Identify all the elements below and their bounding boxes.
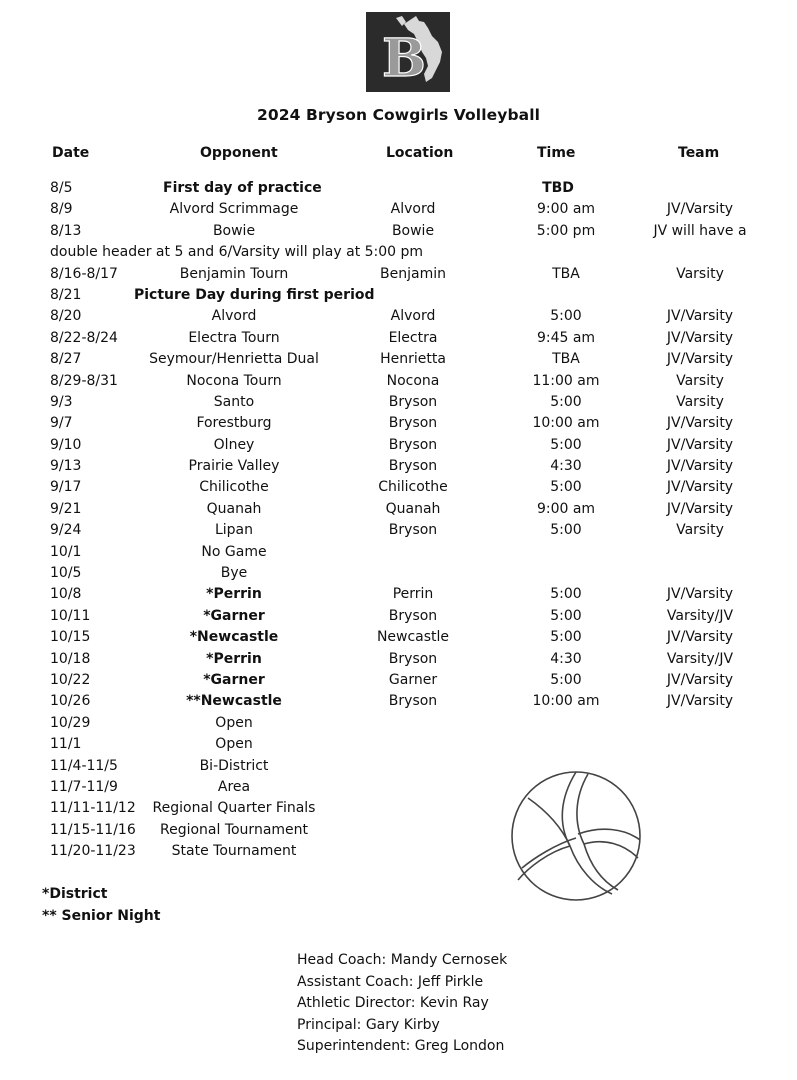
row-team: JV/Varsity (666, 458, 734, 475)
table-row (0, 627, 797, 648)
row-team: JV/Varsity (666, 201, 734, 218)
row-date: 11/11-11/12 (50, 800, 136, 817)
row-opponent: *Newcastle (189, 629, 279, 646)
row-date: 9/10 (50, 436, 82, 453)
row-opponent: State Tournament (171, 843, 297, 860)
row-opponent: Quanah (206, 500, 262, 517)
table-row (0, 820, 797, 841)
table-row (0, 584, 797, 605)
row-location: Bryson (388, 607, 438, 624)
row-opponent: Open (215, 736, 253, 753)
table-row (0, 477, 797, 498)
row-date: 8/13 (50, 222, 82, 239)
row-location: Chilicothe (378, 479, 448, 496)
table-row (0, 542, 797, 563)
table-row (0, 734, 797, 755)
row-date: 8/20 (50, 308, 82, 325)
row-location: Quanah (385, 500, 441, 517)
row-team: Varsity/JV (666, 650, 734, 667)
row-opponent: Alvord (211, 308, 257, 325)
table-row (0, 285, 797, 306)
row-location: Alvord (390, 201, 436, 218)
row-opponent: Open (215, 714, 253, 731)
row-opponent: Olney (213, 436, 255, 453)
row-location: Bryson (388, 458, 438, 475)
row-opponent: Seymour/Henrietta Dual (149, 351, 319, 368)
table-row (0, 691, 797, 712)
row-opponent: *Garner (203, 607, 265, 624)
table-row (0, 841, 797, 862)
row-date: 11/7-11/9 (50, 778, 118, 795)
row-team: JV/Varsity (666, 693, 734, 710)
table-row (0, 349, 797, 370)
row-team: JV/Varsity (666, 671, 734, 688)
bryson-logo (366, 12, 450, 92)
row-time: 5:00 (550, 479, 582, 496)
row-date: 8/5 (50, 180, 73, 196)
staff-superintendent: Superintendent: Greg London (297, 1038, 505, 1054)
row-opponent: Bye (220, 565, 248, 582)
row-team: JV/Varsity (666, 329, 734, 346)
staff-athletic-director: Athletic Director: Kevin Ray (297, 995, 489, 1011)
row-location: Bowie (391, 222, 435, 239)
row-date: 9/17 (50, 479, 82, 496)
staff-head-coach: Head Coach: Mandy Cernosek (297, 952, 508, 968)
row-time: 5:00 (550, 586, 582, 603)
row-date: 10/15 (50, 629, 91, 646)
row-opponent: Santo (213, 393, 255, 410)
row-time: 5:00 (550, 671, 582, 688)
table-row (0, 456, 797, 477)
table-row (0, 756, 797, 777)
row-location: Bryson (388, 522, 438, 539)
row-date: 10/1 (50, 543, 82, 560)
row-opponent: Lipan (214, 522, 254, 539)
row-location: Benjamin (380, 265, 446, 282)
row-time: 10:00 am (532, 415, 600, 432)
row-location: Bryson (388, 650, 438, 667)
row-opponent: *Perrin (206, 650, 262, 667)
row-location: Alvord (390, 308, 436, 325)
row-team: Varsity (676, 265, 724, 282)
row-opponent: Forestburg (196, 415, 272, 432)
row-date: 10/29 (50, 714, 91, 731)
row-opponent: *Garner (203, 671, 265, 688)
staff-list (297, 950, 507, 1058)
table-row (0, 371, 797, 392)
row-date: 10/22 (50, 671, 91, 688)
row-time: 11:00 am (532, 372, 600, 389)
row-location: Nocona (386, 372, 440, 389)
row-time: 5:00 (550, 629, 582, 646)
row-date: 8/29-8/31 (50, 372, 118, 389)
row-time: TBA (552, 351, 580, 368)
row-date: 8/21 (50, 286, 82, 303)
row-location: Perrin (392, 586, 434, 603)
row-team: JV/Varsity (666, 308, 734, 325)
row-opponent: No Game (201, 543, 267, 560)
header-location: Location (386, 145, 454, 161)
row-opponent: Electra Tourn (188, 329, 280, 346)
row-opponent: Regional Quarter Finals (152, 800, 316, 817)
row-opponent: Area (217, 778, 251, 795)
table-row (0, 306, 797, 327)
table-row (0, 777, 797, 798)
header-date: Date (52, 145, 90, 161)
table-row (0, 499, 797, 520)
row-opponent: Regional Tournament (159, 821, 309, 838)
table-row (0, 413, 797, 434)
row-time: 5:00 (550, 607, 582, 624)
row-team: JV/Varsity (666, 436, 734, 453)
row-time: 5:00 (550, 308, 582, 325)
row-date: 11/20-11/23 (50, 843, 136, 860)
row-date: 11/15-11/16 (50, 821, 136, 838)
table-row (0, 670, 797, 691)
row-location: Bryson (388, 693, 438, 710)
row-date: 10/5 (50, 565, 82, 582)
row-team: JV/Varsity (666, 629, 734, 646)
page-title: 2024 Bryson Cowgirls Volleyball (256, 106, 541, 124)
row-date: 11/4-11/5 (50, 757, 118, 774)
row-time: 5:00 (550, 393, 582, 410)
row-time: 5:00 (550, 436, 582, 453)
row-date: 11/1 (50, 736, 82, 753)
row-opponent: Bowie (212, 222, 256, 239)
row-time: 5:00 (550, 522, 582, 539)
row-time: TBD (542, 180, 574, 196)
row-date: 8/27 (50, 351, 82, 368)
row-location: Bryson (388, 393, 438, 410)
row-opponent: Nocona Tourn (186, 372, 282, 389)
row-location: Electra (388, 329, 438, 346)
table-row (0, 520, 797, 541)
row-opponent: Benjamin Tourn (179, 265, 289, 282)
table-row (0, 798, 797, 819)
schedule-table (0, 178, 797, 863)
row-date: 9/3 (50, 393, 73, 410)
row-time: TBA (552, 265, 580, 282)
row-location: Henrietta (380, 351, 446, 368)
row-event: Picture Day during first period (134, 286, 375, 303)
table-row (0, 392, 797, 413)
row-team: JV/Varsity (666, 479, 734, 496)
row-time: 10:00 am (532, 693, 600, 710)
row-location: Bryson (388, 436, 438, 453)
row-team: JV/Varsity (666, 500, 734, 517)
table-row (0, 221, 797, 242)
row-time: 9:45 am (536, 329, 596, 346)
table-row (0, 199, 797, 220)
row-team: JV/Varsity (666, 351, 734, 368)
row-date: 9/21 (50, 500, 82, 517)
row-opponent: Bi-District (199, 757, 269, 774)
legend-district: *District (42, 886, 108, 902)
header-team: Team (678, 145, 720, 161)
row-time: 4:30 (550, 650, 582, 667)
row-opponent: Chilicothe (199, 479, 269, 496)
row-date: 10/11 (50, 607, 91, 624)
row-team: JV/Varsity (666, 586, 734, 603)
row-opponent: **Newcastle (186, 693, 282, 710)
row-date: 9/13 (50, 458, 82, 475)
row-team: Varsity (676, 522, 724, 539)
table-row (0, 264, 797, 285)
row-opponent: Alvord Scrimmage (169, 201, 299, 218)
row-team: JV/Varsity (666, 415, 734, 432)
row-location: Bryson (388, 415, 438, 432)
staff-assistant-coach: Assistant Coach: Jeff Pirkle (297, 973, 484, 990)
staff-principal: Principal: Gary Kirby (297, 1016, 440, 1033)
table-row (0, 606, 797, 627)
table-row (0, 713, 797, 734)
row-opponent: *Perrin (206, 586, 262, 603)
row-team: Varsity (676, 393, 724, 410)
row-date: 10/18 (50, 650, 91, 667)
row-time: 4:30 (550, 458, 582, 475)
volleyball-icon (508, 768, 644, 904)
row-team: JV will have a (653, 222, 747, 239)
table-row (0, 242, 797, 263)
row-time: 5:00 pm (536, 222, 596, 239)
row-date: 8/9 (50, 201, 73, 218)
table-row (0, 178, 797, 199)
logo-letter: B (382, 28, 426, 89)
row-date: 8/22-8/24 (50, 329, 118, 346)
table-row (0, 563, 797, 584)
row-date: 9/7 (50, 415, 73, 432)
row-date: 9/24 (50, 522, 82, 539)
header-time: Time (537, 145, 576, 161)
row-team: Varsity (676, 372, 724, 389)
table-row (0, 435, 797, 456)
row-event: First day of practice (163, 180, 322, 196)
row-note: double header at 5 and 6/Varsity will play at 5:00 pm (50, 244, 424, 261)
row-date: 10/8 (50, 586, 82, 603)
table-row (0, 328, 797, 349)
row-time: 9:00 am (536, 201, 596, 218)
row-team: Varsity/JV (666, 607, 734, 624)
row-location: Newcastle (376, 629, 450, 646)
row-location: Garner (388, 671, 438, 688)
row-opponent: Prairie Valley (188, 458, 280, 475)
legend (42, 884, 160, 927)
header-opponent: Opponent (200, 145, 278, 161)
legend-senior-night: ** Senior Night (42, 907, 161, 924)
row-time: 9:00 am (536, 500, 596, 517)
table-row (0, 649, 797, 670)
row-date: 10/26 (50, 693, 91, 710)
row-date: 8/16-8/17 (50, 265, 118, 282)
